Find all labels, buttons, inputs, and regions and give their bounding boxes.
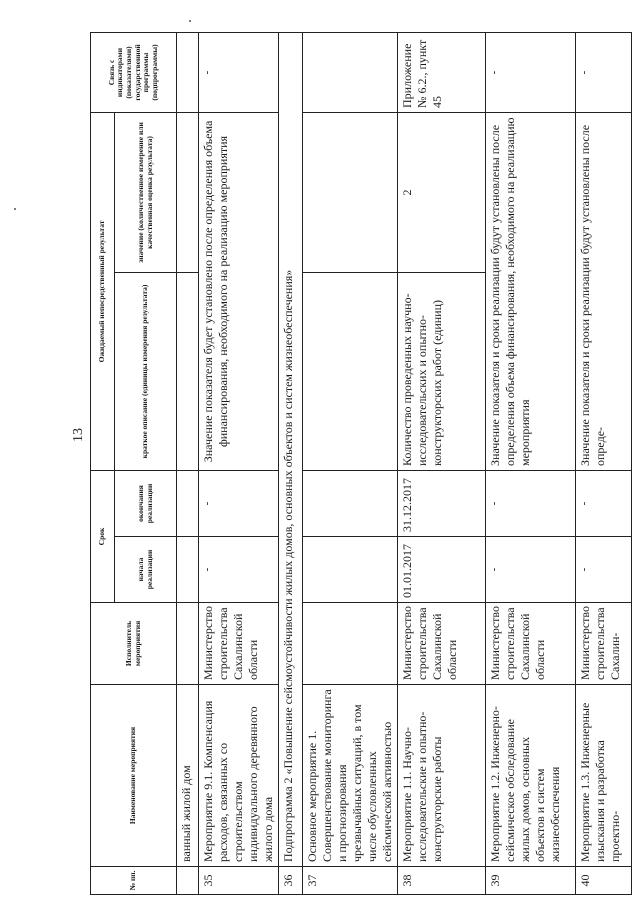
row-start: 01.01.2017 <box>398 537 486 603</box>
table-row <box>199 32 279 894</box>
cont-empty <box>177 603 199 685</box>
row-start: - <box>576 537 632 603</box>
row-desc: Значение показателя и сроки реализации будут установлены после опреде- <box>576 112 632 470</box>
row-end <box>303 470 398 536</box>
row-end: 31.12.2017 <box>398 470 486 536</box>
row-start <box>303 537 398 603</box>
page-number: 13 <box>71 428 86 442</box>
header-executor: Исполнитель мероприятия <box>91 603 177 685</box>
header-result: Ожидаемый непосредственный результат <box>91 112 115 470</box>
cont-num <box>177 867 199 895</box>
scan-speck <box>14 208 16 210</box>
row-start: - <box>486 537 576 603</box>
row-value <box>303 112 398 272</box>
row-num: 39 <box>486 867 576 895</box>
row-link <box>303 32 398 112</box>
row-link: Приложение № 6.2., пункт 45 <box>398 32 486 112</box>
header-result-desc: краткое описание (единицы измерения результата) <box>115 272 177 470</box>
cont-empty <box>177 112 199 272</box>
row-end: - <box>576 470 632 536</box>
cont-empty <box>177 537 199 603</box>
cont-text: ванный жилой дом <box>177 685 199 867</box>
scan-speck <box>189 20 191 22</box>
row-executor: Министерство строительства Сахалин- <box>576 603 632 685</box>
table-row <box>576 32 632 894</box>
row-end: - <box>486 470 576 536</box>
row-num: 40 <box>576 867 632 895</box>
row-desc: Количество проведенных научно-исследовательских и опытно-конструкторских работ (единиц) <box>398 272 486 470</box>
subprogram-row <box>279 32 303 894</box>
row-name: Основное мероприятие 1. Совершенствование мониторинга и прогнозирования чрезвычайных ситуаций, в том числе обусловленных сейсмической активностью <box>303 685 398 867</box>
header-num: № пп. <box>91 867 177 895</box>
row-desc: Значение показателя и сроки реализации будут установлены после определения объема финансирования, необходимого на реализацию мероприятия <box>486 112 576 470</box>
row-link: - <box>486 32 576 112</box>
table-row <box>303 32 398 894</box>
header-term-start: начала реализации <box>115 537 177 603</box>
row-num: 37 <box>303 867 398 895</box>
row-num: 35 <box>199 867 279 895</box>
row-value: 2 <box>398 112 486 272</box>
row-desc: Значение показателя будет установлено после определения объема финансирования, необходимого на реализацию мероприятия <box>199 112 279 470</box>
row-num: 38 <box>398 867 486 895</box>
cont-empty <box>177 272 199 470</box>
header-link: Связь с индикаторами (показателями) государственной программы (подпрограммы) <box>91 32 177 112</box>
header-term-end: окончания реализации <box>115 470 177 536</box>
row-name: Мероприятие 9.1. Компенсация расходов, связанных со строительством индивидуального деревянного жилого дома <box>199 685 279 867</box>
row-executor: Министерство строительства Сахалинской области <box>486 603 576 685</box>
row-name: Мероприятие 1.3. Инженерные изыскания и разработка проектно- <box>576 685 632 867</box>
rotated-table-wrapper <box>90 33 640 895</box>
table-row <box>486 32 576 894</box>
row-executor: Министерство строительства Сахалинской области <box>398 603 486 685</box>
row-name: Мероприятие 1.1. Научно-исследовательские и опытно-конструкторские работы <box>398 685 486 867</box>
header-name: Наименование мероприятия <box>91 685 177 867</box>
subprogram-num: 36 <box>279 867 303 895</box>
row-desc <box>303 272 398 470</box>
row-executor: Министерство строительства Сахалинской области <box>199 603 279 685</box>
subprogram-title: Подпрограмма 2 «Повышение сейсмоустойчивости жилых домов, основных объектов и систем жизнеобеспечения» <box>279 32 303 866</box>
row-link: - <box>199 32 279 112</box>
row-name: Мероприятие 1.2. Инженерно-сейсмическое обследование жилых домов, основных объектов и систем жизнеобеспечения <box>486 685 576 867</box>
cont-empty <box>177 470 199 536</box>
measures-table <box>90 32 632 895</box>
header-term: Срок <box>91 470 115 602</box>
header-result-value: значение (количественное измерение или качественная оценка результата) <box>115 112 177 272</box>
row-end: - <box>199 470 279 536</box>
row-start: - <box>199 537 279 603</box>
cont-empty <box>177 32 199 112</box>
row-link: - <box>576 32 632 112</box>
table-row <box>398 32 486 894</box>
row-executor <box>303 603 398 685</box>
